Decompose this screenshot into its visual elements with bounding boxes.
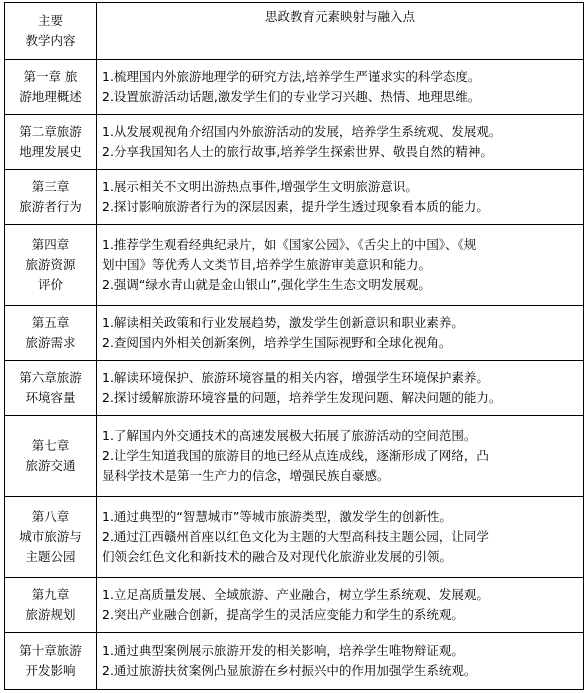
table-row xyxy=(5,361,584,416)
points-cell xyxy=(97,361,584,416)
table-row xyxy=(5,416,584,497)
chapter-line: 旅游者行为 xyxy=(19,199,82,214)
point-line: 1.通过典型案例展示旅游开发的相关影响，培养学生唯物辩证观。 xyxy=(102,643,464,658)
point-line: 2.设置旅游活动话题,激发学生们的专业学习兴趣、热情、地理思维。 xyxy=(102,89,481,104)
table-row xyxy=(5,578,584,633)
point-line: 显科学技术是第一生产力的信念，增强民族自豪感。 xyxy=(102,468,390,483)
point-line: 1.梳理国内外旅游地理学的研究方法,培养学生严谨求实的科学态度。 xyxy=(102,69,481,84)
table-row xyxy=(5,170,584,225)
chapter-line: 第二章旅游 xyxy=(19,124,82,139)
chapter-line: 主题公园 xyxy=(25,549,76,564)
table-row xyxy=(5,115,584,170)
point-line: 1.解读环境保护、旅游环境容量的相关内容，增强学生环境保护素养。 xyxy=(102,370,489,385)
points-cell xyxy=(97,60,584,115)
point-line: 2.通过旅游扶贫案例凸显旅游在乡村振兴中的作用加强学生系统观。 xyxy=(102,663,477,678)
chapter-cell xyxy=(5,633,97,690)
header-teaching-content xyxy=(5,3,97,60)
chapter-line: 环境容量 xyxy=(25,390,76,405)
points-cell xyxy=(97,497,584,578)
points-cell xyxy=(97,633,584,690)
ideology-mapping-table xyxy=(4,2,584,690)
chapter-line: 第三章 xyxy=(31,179,70,194)
chapter-line: 旅游资源 xyxy=(25,257,76,272)
point-line: 1.立足高质量发展、全域旅游、产业融合，树立学生系统观、发展观。 xyxy=(102,587,489,602)
point-line: 2.强调“绿水青山就是金山银山”,强化学生生态文明发展观。 xyxy=(102,277,431,292)
chapter-line: 城市旅游与 xyxy=(19,529,82,544)
chapter-line: 旅游交通 xyxy=(25,458,76,473)
point-line: 1.推荐学生观看经典纪录片，如《国家公园》、《舌尖上的中国》、《规 xyxy=(102,237,477,252)
chapter-line: 第四章 xyxy=(31,237,70,252)
chapter-line: 旅游规划 xyxy=(25,607,76,622)
chapter-line: 旅游需求 xyxy=(25,335,76,350)
point-line: 1.解读相关政策和行业发展趋势，激发学生创新意识和职业素养。 xyxy=(102,315,464,330)
point-line: 划中国》等优秀人文类节目,培养学生旅游审美意识和能力。 xyxy=(102,257,431,272)
point-line: 2.查阅国内外相关创新案例，培养学生国际视野和全球化视角。 xyxy=(102,335,452,350)
chapter-cell xyxy=(5,361,97,416)
chapter-line: 第八章 xyxy=(31,509,70,524)
header-row xyxy=(5,3,584,60)
table-row xyxy=(5,306,584,361)
point-line: 2.通过江西赣州首座以红色文化为主题的大型高科技主题公园，让同学 xyxy=(102,529,489,544)
chapter-line: 开发影响 xyxy=(25,663,76,678)
table-body xyxy=(5,60,584,690)
points-cell xyxy=(97,115,584,170)
header-line: 教学内容 xyxy=(25,33,76,48)
point-line: 们领会红色文化和新技术的融合及对现代化旅游业发展的引领。 xyxy=(102,549,453,564)
point-line: 2.突出产业融合创新，提高学生的灵活应变能力和学生的系统观。 xyxy=(102,607,464,622)
point-line: 2.探讨缓解旅游环境容量的问题，培养学生发现问题、解决问题的能力。 xyxy=(102,390,502,405)
chapter-cell xyxy=(5,115,97,170)
point-line: 1.通过典型的“智慧城市”等城市旅游类型，激发学生的创新性。 xyxy=(102,509,452,524)
table-row xyxy=(5,633,584,690)
chapter-line: 游地理概述 xyxy=(19,89,82,104)
points-cell xyxy=(97,416,584,497)
chapter-cell xyxy=(5,170,97,225)
chapter-cell xyxy=(5,578,97,633)
chapter-line: 第十章旅游 xyxy=(19,643,82,658)
chapter-line: 第一章 旅 xyxy=(23,69,78,84)
points-cell xyxy=(97,578,584,633)
chapter-line: 第七章 xyxy=(31,438,70,453)
point-line: 1.了解国内外交通技术的高速发展极大拓展了旅游活动的空间范围。 xyxy=(102,428,477,443)
table-row xyxy=(5,60,584,115)
points-cell xyxy=(97,225,584,306)
chapter-cell xyxy=(5,416,97,497)
table-row xyxy=(5,225,584,306)
chapter-cell xyxy=(5,225,97,306)
table-row xyxy=(5,497,584,578)
points-cell xyxy=(97,170,584,225)
point-line: 2.探讨影响旅游者行为的深层因素，提升学生透过现象看本质的能力。 xyxy=(102,199,489,214)
chapter-line: 地理发展史 xyxy=(19,144,82,159)
chapter-cell xyxy=(5,306,97,361)
chapter-line: 评价 xyxy=(37,277,63,292)
chapter-cell xyxy=(5,60,97,115)
point-line: 1.展示相关不文明出游热点事件,增强学生文明旅游意识。 xyxy=(102,179,418,194)
chapter-line: 第六章旅游 xyxy=(19,370,82,385)
chapter-line: 第五章 xyxy=(31,315,70,330)
chapter-line: 第九章 xyxy=(31,587,70,602)
chapter-cell xyxy=(5,497,97,578)
point-line: 2.让学生知道我国的旅游目的地已经从点连成线，逐渐形成了网络，凸 xyxy=(102,448,489,463)
points-cell xyxy=(97,306,584,361)
header-ideology-elements: 思政教育元素映射与融入点 xyxy=(97,3,584,60)
header-line: 主要 xyxy=(37,13,63,28)
point-line: 1.从发展观视角介绍国内外旅游活动的发展，培养学生系统观、发展观。 xyxy=(102,124,502,139)
point-line: 2.分享我国知名人士的旅行故事,培养学生探索世界、敬畏自然的精神。 xyxy=(102,144,493,159)
